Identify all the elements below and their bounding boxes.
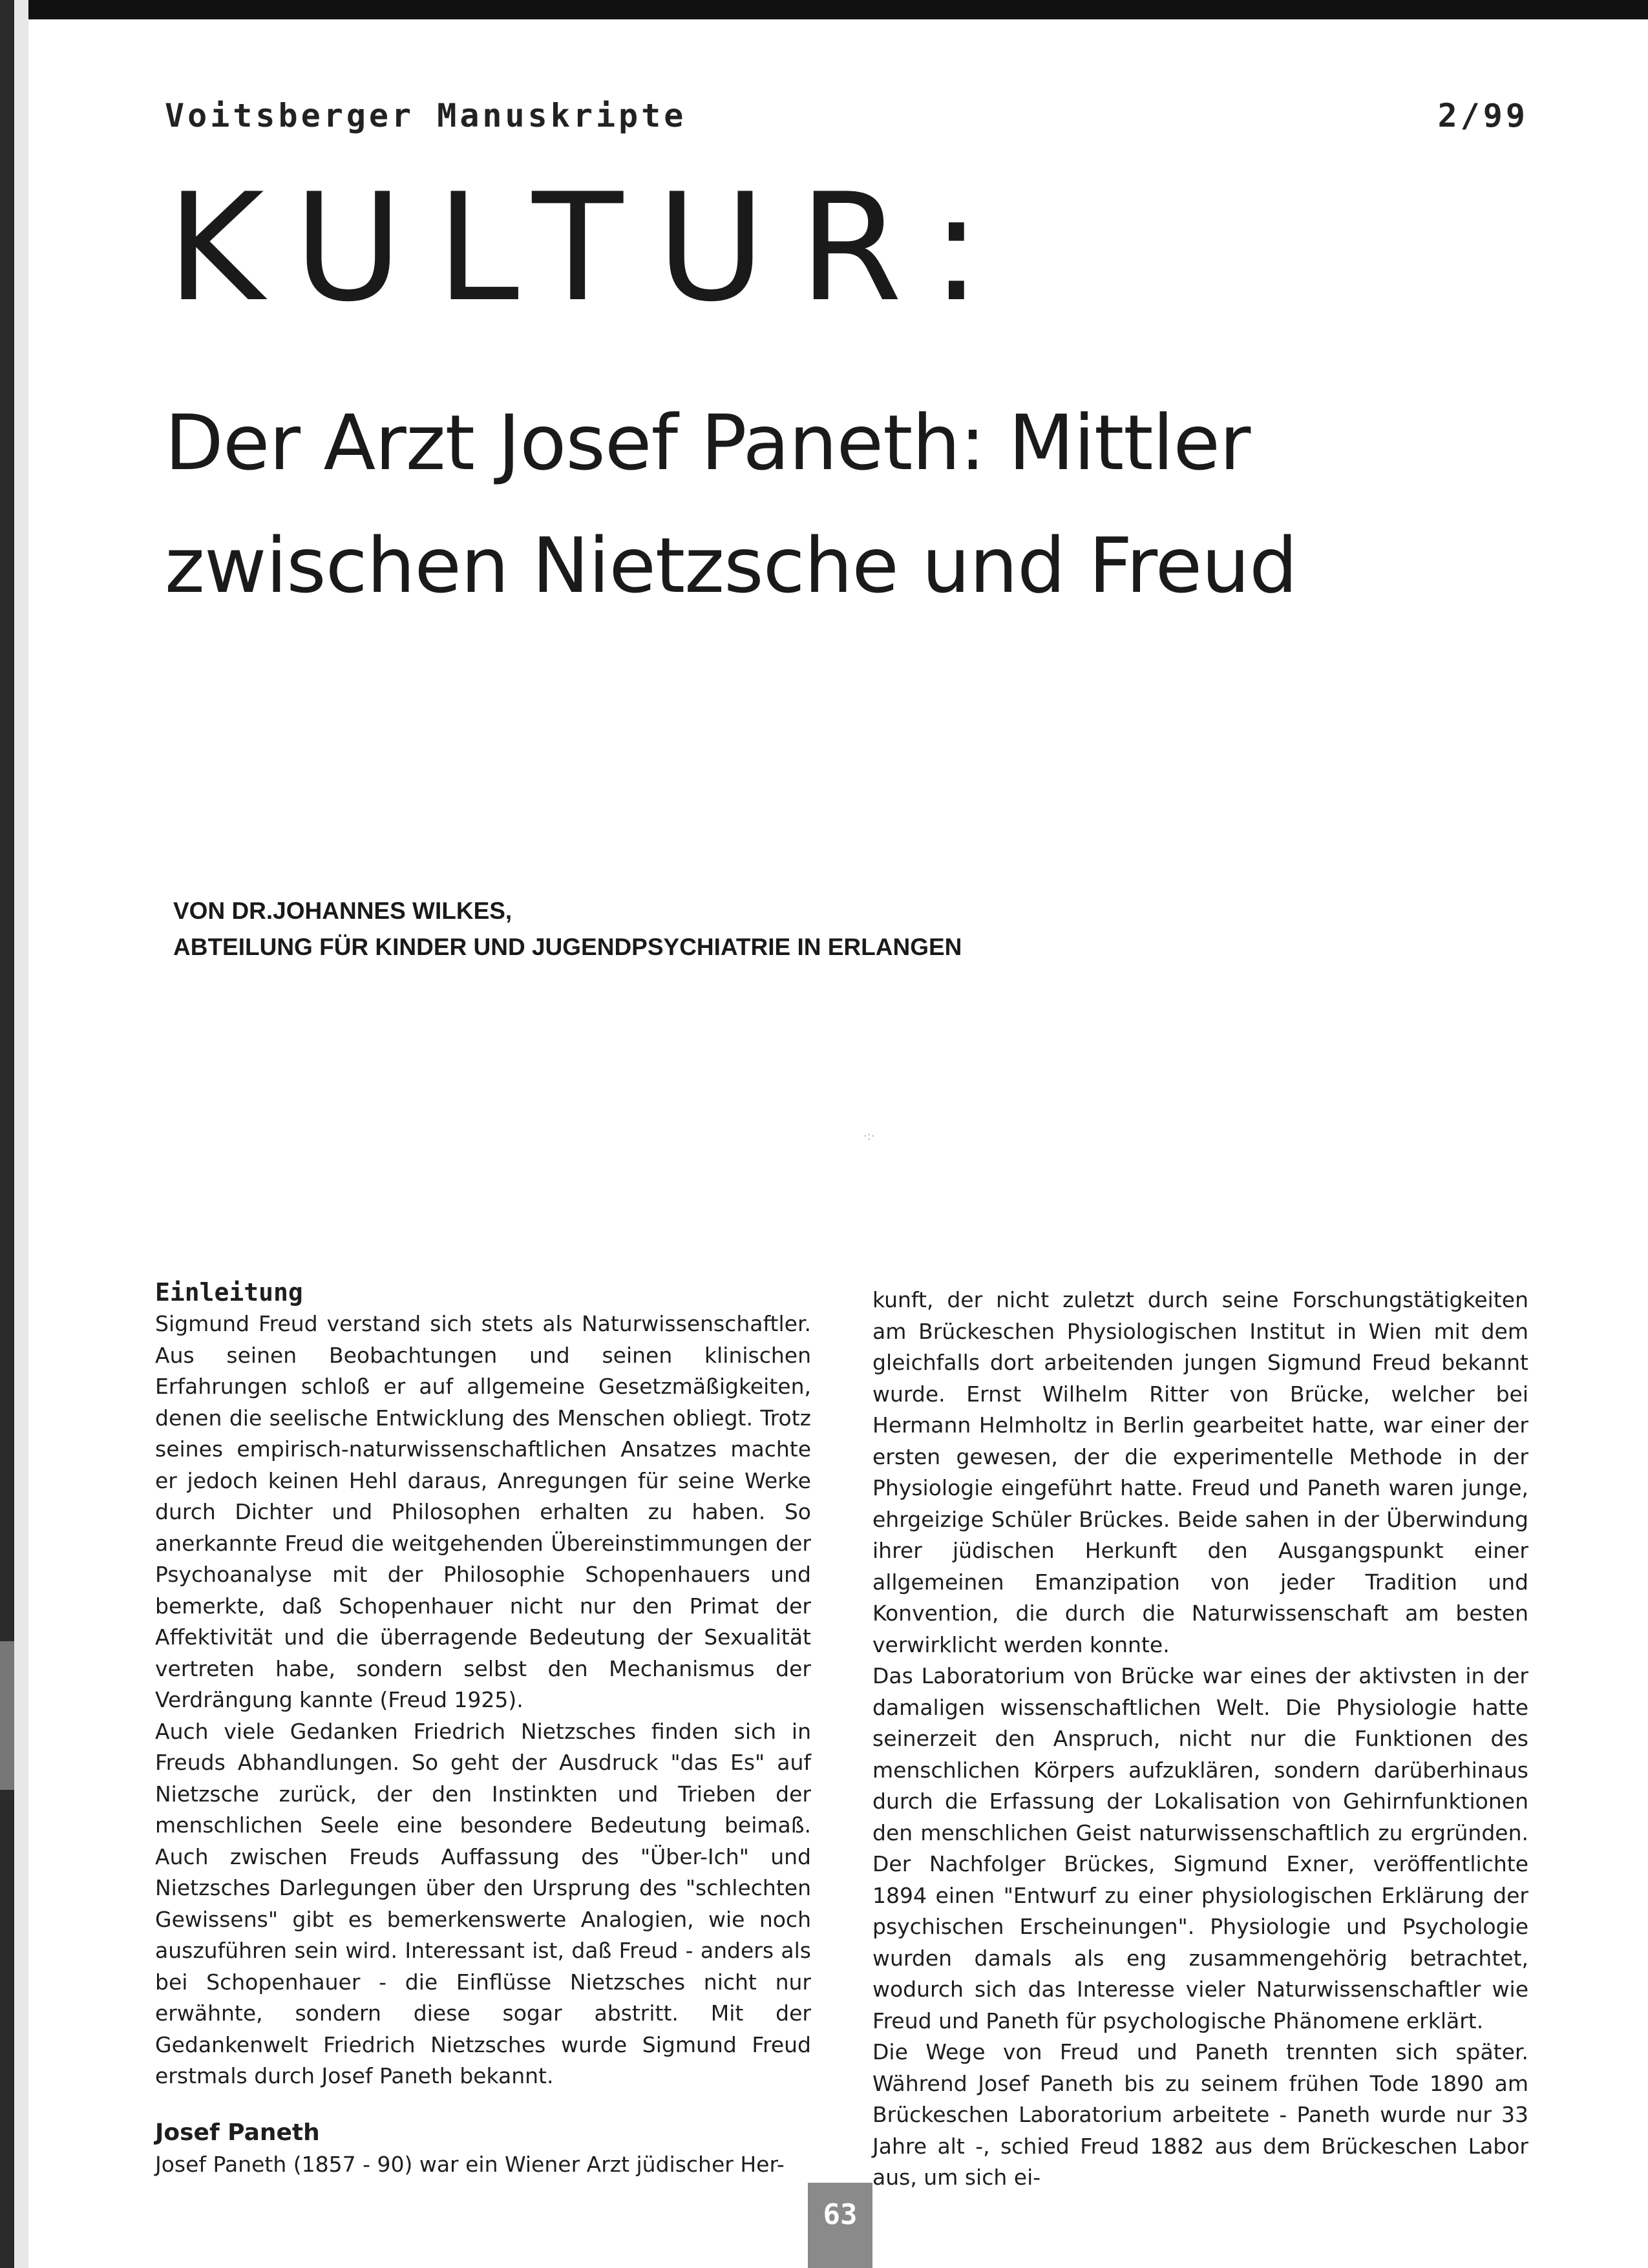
scan-border-tab xyxy=(0,1641,14,1790)
scan-border-left xyxy=(0,0,14,2268)
column-left xyxy=(155,1276,811,2180)
scan-border-top xyxy=(0,0,1648,19)
byline-affiliation: ABTEILUNG FÜR KINDER UND JUGENDPSYCHIATRIE IN ERLANGEN xyxy=(173,934,962,960)
heading-josef-paneth: Josef Paneth xyxy=(155,2119,320,2146)
paragraph: Auch viele Gedanken Friedrich Nietzsches finden sich in Freuds Abhandlungen. So geht der Ausdruck "das Es" auf Nietzsche zurück, der den Instinkten und Trieben der menschlichen Seele eine besondere Bedeutung beimaß. Auch zwischen Freuds Auffassung des "Über-Ich" und Nietzsches Darlegungen über den Ursprung des "schlechten Gewissens" gibt es bemerkenswerte Analogien, wie noch auszuführen sein wird. Interessant ist, daß Freud - anders als bei Schopenhauer - die Einflüsse Nietzsches nicht nur erwähnte, sondern diese sogar abstritt. Mit der Gedankenwelt Friedrich Nietzsches wurde Sigmund Freud erstmals durch Josef Paneth bekannt. xyxy=(155,1718,811,2088)
page-number: 63 xyxy=(808,2183,872,2268)
paragraph: Sigmund Freud verstand sich stets als Naturwissenschaftler. Aus seinen Beobachtungen und seinen klinischen Erfahrungen schloß er auf allgemeine Gesetzmäßigkeiten, denen die seelische Entwicklung des Menschen obliegt. Trotz seines empirisch-naturwissenschaftlichen Ansatzes machte er jedoch keinen Hehl daraus, Anregungen für seine Werke durch Dichter und Philosophen erhalten zu haben. So anerkannte Freud die weitgehenden Übereinstimmungen der Psychoanalyse mit der Philosophie Schopenhauers und bemerkte, daß Schopenhauer nicht nur den Primat der Affektivität und die überragende Bedeutung der Sexualität vertreten habe, sondern selbst den Mechanismus der Verdrängung kannte (Freud 1925). xyxy=(155,1311,811,1712)
paragraph: Das Laboratorium von Brücke war eines der aktivsten in der damaligen wissenschaftlichen Welt. Die Physiologie hatte seinerzeit den Anspruch, nicht nur die Funktionen des menschlichen Körpers aufzuklären, sondern darüberhinaus durch die Erfassung der Lokalisation von Gehirnfunktionen den menschlichen Geist naturwissenschaftlich zu ergründen. Der Nachfolger Brückes, Sigmund Exner, veröffentlichte 1894 einen "Entwurf zu einer physiologischen Erklärung der psychischen Erscheinungen". Physiologie und Psychologie wurden damals als eng zusammengehörig betrachtet, wodurch sich das Interesse vieler Naturwissenschaftler wie Freud und Paneth für psychologische Phänomene erklärt. xyxy=(872,1663,1528,2033)
paragraph: Josef Paneth (1857 - 90) war ein Wiener Arzt jüdischer Her- xyxy=(155,2151,785,2177)
byline-author: VON DR.JOHANNES WILKES, xyxy=(173,898,512,924)
scan-speck: ·:· xyxy=(863,1129,875,1143)
byline xyxy=(173,893,962,965)
paragraph: kunft, der nicht zuletzt durch seine Forschungstätigkeiten am Brückeschen Physiologischen Institut in Wien mit dem gleichfalls dort arbeitenden jungen Sigmund Freud bekannt wurde. Ernst Wilhelm Ritter von Brücke, welcher bei Hermann Helmholtz in Berlin gearbeitet hatte, war einer der ersten gewesen, der die experimentelle Methode in der Physiologie eingeführt hatte. Freud und Paneth waren junge, ehrgeizige Schüler Brückes. Beide sahen in der Überwindung ihrer jüdischen Herkunft den Ausgangspunkt einer allgemeinen Emanzipation von jeder Tradition und Konvention, die durch die Naturwissenschaft am besten verwirklicht werden konnte. xyxy=(872,1287,1528,1657)
heading-einleitung: Einleitung xyxy=(155,1278,303,1307)
issue-number: 2/99 xyxy=(1437,97,1528,134)
article-headline: Der Arzt Josef Paneth: Mittler zwischen Nietzsche und Freud xyxy=(165,398,1297,610)
column-right xyxy=(872,1285,1528,2194)
section-kicker: KULTUR: xyxy=(167,162,1015,335)
publication-title: Voitsberger Manuskripte xyxy=(165,97,687,134)
scan-border-left-inner xyxy=(14,0,28,2268)
paragraph: Die Wege von Freud und Paneth trennten sich später. Während Josef Paneth bis zu seinem frühen Tode 1890 am Brückeschen Laboratorium arbeitete - Paneth wurde nur 33 Jahre alt -, schied Freud 1882 aus dem Brückeschen Labor aus, um sich ei- xyxy=(872,2039,1528,2190)
